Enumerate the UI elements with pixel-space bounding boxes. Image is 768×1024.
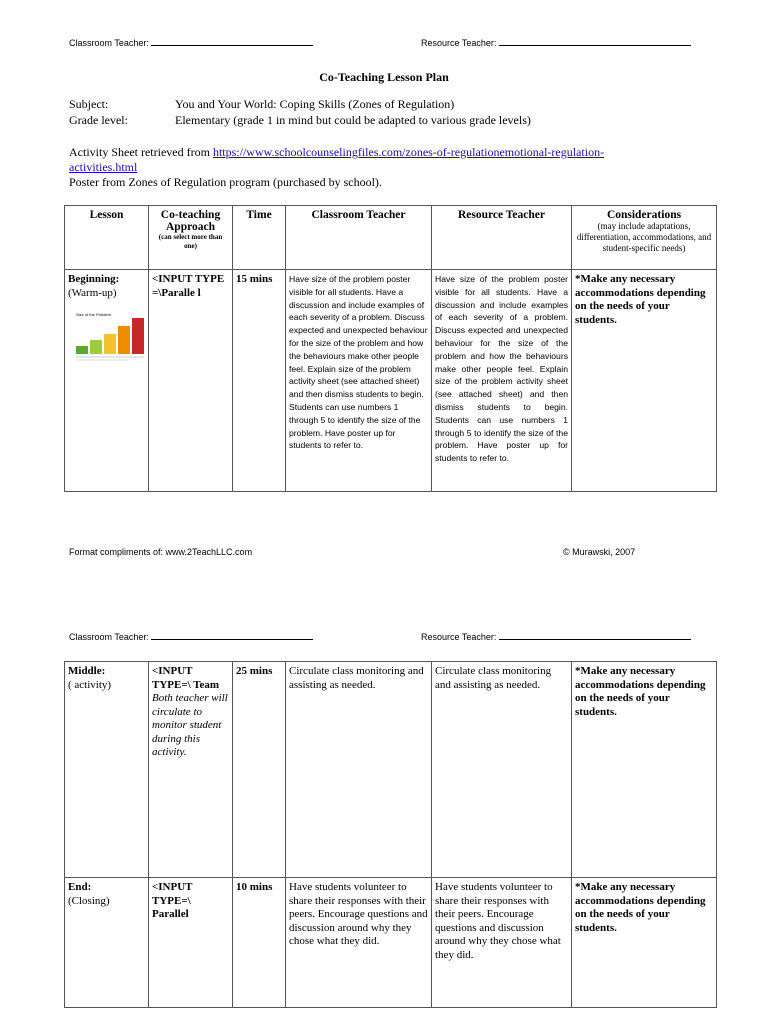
size-of-problem-poster-thumbnail [68, 306, 146, 364]
subject-key: Subject: [69, 97, 109, 111]
classroom-teacher-cell [286, 270, 432, 492]
resource-teacher-cell [432, 878, 572, 1008]
lesson-cell [65, 878, 149, 1008]
activity-link[interactable]: https://www.schoolcounselingfiles.com/zones-of-regulationemotional-regulation- activities.html [69, 145, 605, 174]
resource-end-text: Have students volunteer to share their responses with their peers. Encourage questions and discussion around why they chose what they did. [435, 881, 561, 961]
footer-right: © Murawski, 2007 [563, 547, 636, 557]
subject-value: You and Your World: Coping Skills (Zones of Regulation) [175, 97, 455, 111]
activity-prefix: Activity Sheet retrieved from [69, 145, 213, 159]
time-cell [233, 662, 286, 878]
header-lesson: Lesson [65, 206, 149, 270]
classroom-teacher-label-p2: Classroom Teacher: [69, 632, 149, 642]
time-beginning: 15 mins [236, 273, 273, 285]
considerations-cell [572, 878, 717, 1008]
classroom-middle-text: Circulate class monitoring and assisting as needed. [289, 665, 424, 691]
considerations-cell [572, 270, 717, 492]
resource-teacher-label: Resource Teacher: [421, 38, 497, 48]
table-row [65, 662, 717, 878]
lesson-end-sub: (Closing) [68, 894, 110, 907]
lesson-beginning-label: Beginning: [68, 273, 120, 285]
classroom-teacher-blank[interactable] [151, 36, 313, 46]
resource-teacher-label-p2: Resource Teacher: [421, 632, 497, 642]
approach-middle: <INPUT TYPE=\ Team [152, 665, 220, 691]
classroom-teacher-field-p2 [69, 630, 313, 642]
approach-beginning: <INPUT TYPE=\Paralle l [152, 273, 225, 299]
classroom-teacher-blank-p2[interactable] [151, 630, 313, 640]
header-time: Time [233, 206, 286, 270]
resource-teacher-blank-p2[interactable] [499, 630, 691, 640]
lesson-cell [65, 662, 149, 878]
classroom-teacher-field [69, 36, 313, 48]
classroom-teacher-cell [286, 878, 432, 1008]
resource-teacher-blank[interactable] [499, 36, 691, 46]
table-header-row [65, 206, 717, 270]
approach-cell [149, 662, 233, 878]
classroom-end-text: Have students volunteer to share their responses with their peers. Encourage questions and discussion around why they chose what they did. [289, 881, 428, 947]
header-approach-note: (can select more than one) [158, 233, 223, 250]
resource-beginning-text: Have size of the problem poster visible for all students. Have a discussion and include examples of each severity of a problem. Discuss expected and unexpected behaviour for the size of the problem and how the behaviours make other people feel. Explain size of the problem activity sheet (see attached sheet) and then dismiss students to begin. Students can use numbers 1 through 5 to identify the size of the problem. Have poster up for students to refer to. [435, 274, 568, 464]
grade-line [69, 113, 531, 128]
considerations-cell [572, 662, 717, 878]
grade-value: Elementary (grade 1 in mind but could be adapted to various grade levels) [175, 113, 531, 127]
header-classroom-teacher: Classroom Teacher [286, 206, 432, 270]
approach-cell [149, 878, 233, 1008]
poster-line: Poster from Zones of Regulation program (purchased by school). [69, 175, 382, 189]
considerations-end: *Make any necessary accommodations depending on the needs of your students. [575, 881, 706, 934]
lesson-plan-table [64, 205, 717, 492]
considerations-beginning: *Make any necessary accommodations depending on the needs of your students. [575, 273, 706, 326]
activity-source [69, 145, 709, 190]
header-considerations-note: (may include adaptations, differentiation, accommodations, and student-specific needs) [576, 221, 712, 253]
header-resource-teacher: Resource Teacher [432, 206, 572, 270]
resource-middle-text: Circulate class monitoring and assisting as needed. [435, 665, 552, 691]
table-row [65, 270, 717, 492]
approach-cell [149, 270, 233, 492]
table-row [65, 878, 717, 1008]
lesson-cell [65, 270, 149, 492]
header-considerations: Considerations (may include adaptations, differentiation, accommodations, and student-specific needs) [572, 206, 717, 270]
resource-teacher-cell [432, 662, 572, 878]
approach-end-2: Parallel [152, 908, 189, 920]
resource-teacher-field-p2 [421, 630, 691, 642]
classroom-teacher-cell [286, 662, 432, 878]
subject-line [69, 97, 454, 112]
resource-teacher-cell [432, 270, 572, 492]
time-middle: 25 mins [236, 665, 273, 677]
lesson-middle-sub: ( activity) [68, 678, 112, 691]
classroom-teacher-label: Classroom Teacher: [69, 38, 149, 48]
time-cell [233, 878, 286, 1008]
time-end: 10 mins [236, 881, 273, 893]
time-cell [233, 270, 286, 492]
considerations-middle: *Make any necessary accommodations depending on the needs of your students. [575, 665, 706, 718]
thumb-title: Size of the Problem [76, 312, 111, 317]
approach-end-1: <INPUT TYPE=\ [152, 881, 193, 907]
resource-teacher-field [421, 36, 691, 48]
lesson-plan-table-continued [64, 661, 717, 1008]
lesson-middle-label: Middle: [68, 665, 106, 677]
classroom-beginning-text: Have size of the problem poster visible for all students. Have a discussion and include examples of each severity of a problem. Discuss expected and unexpected behaviour for the size of the problem and how the behaviours make other people feel. Explain size of the problem activity sheet (see attached sheet) and then dismiss students to begin. Students can use numbers 1 through 5 to identify the size of the problem. Have poster up for students to refer to. [289, 274, 428, 451]
approach-middle-note: Both teacher will circulate to monitor student during this activity. [152, 692, 228, 758]
page-title: Co-Teaching Lesson Plan [319, 70, 449, 84]
header-approach: Co-teaching Approach (can select more than one) [149, 206, 233, 270]
lesson-end-label: End: [68, 881, 92, 893]
lesson-beginning-sub: (Warm-up) [68, 286, 117, 299]
footer-left: Format compliments of: www.2TeachLLC.com [69, 547, 253, 557]
grade-key: Grade level: [69, 113, 128, 127]
